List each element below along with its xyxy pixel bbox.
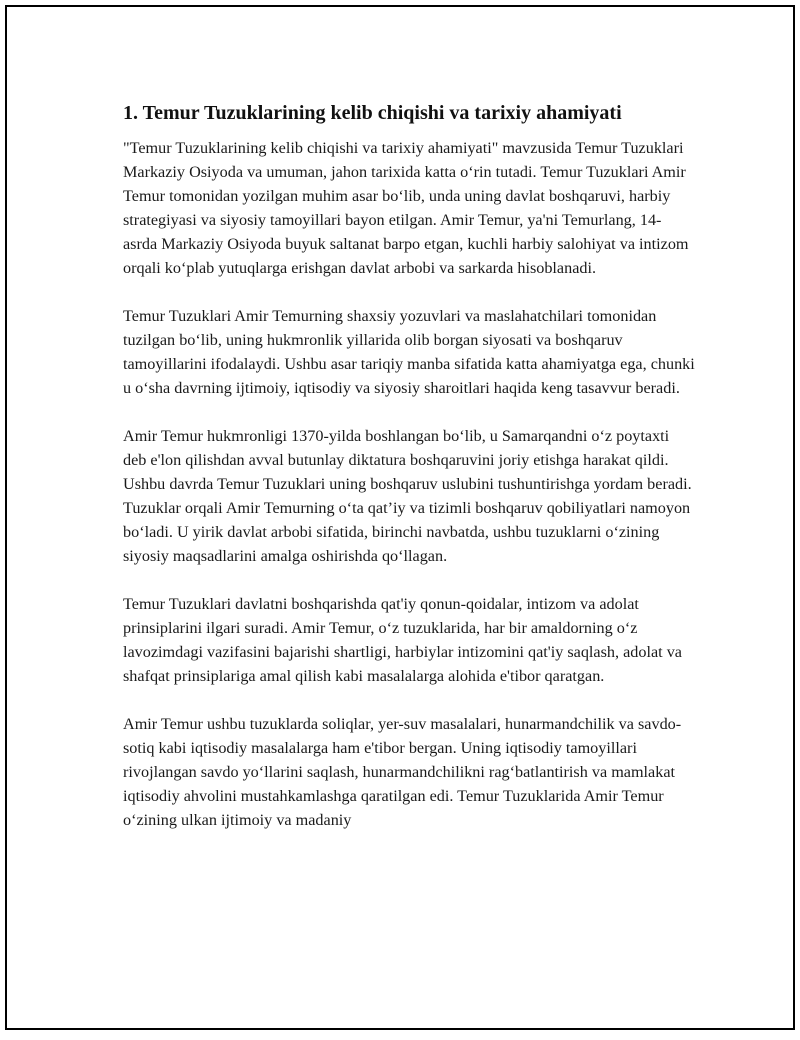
section-heading: 1. Temur Tuzuklarining kelib chiqishi va tarixiy ahamiyati bbox=[123, 102, 622, 124]
paragraph-2: Temur Tuzuklari Amir Temurning shaxsiy yozuvlari va maslahatchilari tomonidan tuzilgan bo‘lib, uning hukmronlik yillarida olib borgan siyosati va boshqaruv tamoyillarini ifodalaydi. Ushbu asar tariqiy manba sifatida katta ahamiyatga ega, chunki u o‘sha davrning ijtimoiy, iqtisodiy va siyosiy sharoitlari haqida keng tasavvur beradi. bbox=[123, 307, 695, 397]
paragraph-3: Amir Temur hukmronligi 1370-yilda boshlangan bo‘lib, u Samarqandni o‘z poytaxti deb e'lon qilishdan avval butunlay diktatura boshqaruvini joriy etishga harakat qildi. Ushbu davrda Temur Tuzuklari uning boshqaruv uslubini tushuntirishga yordam beradi. Tuzuklar orqali Amir Temurning o‘ta qat’iy va tizimli boshqaruv qobiliyatlari namoyon bo‘ladi. U yirik davlat arbobi sifatida, birinchi navbatda, ushbu tuzuklarni o‘zining siyosiy maqsadlarini amalga oshirishda qo‘llagan. bbox=[123, 427, 692, 565]
document-body bbox=[123, 99, 695, 856]
paragraph-1: "Temur Tuzuklarining kelib chiqishi va tarixiy ahamiyati" mavzusida Temur Tuzuklari Markaziy Osiyoda va umuman, jahon tarixida katta o‘rin tutadi. Temur Tuzuklari Amir Temur tomonidan yozilgan muhim asar bo‘lib, unda uning davlat boshqaruvi, harbiy strategiyasi va siyosiy tamoyillari bayon etilgan. Amir Temur, ya'ni Temurlang, 14-asrda Markaziy Osiyoda buyuk saltanat barpo etgan, kuchli harbiy salohiyat va intizom orqali ko‘plab yutuqlarga erishgan davlat arbobi va sarkarda hisoblanadi. bbox=[123, 139, 689, 277]
paragraph-4: Temur Tuzuklari davlatni boshqarishda qat'iy qonun-qoidalar, intizom va adolat prinsiplarini ilgari suradi. Amir Temur, o‘z tuzuklarida, har bir amaldorning o‘z lavozimdagi vazifasini bajarishi shartligi, harbiylar intizomini qat'iy saqlash, adolat va shafqat prinsiplariga amal qilish kabi masalalarga alohida e'tibor qaratgan. bbox=[123, 595, 682, 685]
document-page bbox=[5, 5, 795, 1030]
paragraph-5: Amir Temur ushbu tuzuklarda soliqlar, yer-suv masalalari, hunarmandchilik va savdo-sotiq kabi iqtisodiy masalalarga ham e'tibor bergan. Uning iqtisodiy tamoyillari rivojlangan savdo yo‘llarini saqlash, hunarmandchilikni rag‘batlantirish va mamlakat iqtisodiy ahvolini mustahkamlashga qaratilgan edi. Temur Tuzuklarida Amir Temur o‘zining ulkan ijtimoiy va madaniy bbox=[123, 715, 682, 829]
